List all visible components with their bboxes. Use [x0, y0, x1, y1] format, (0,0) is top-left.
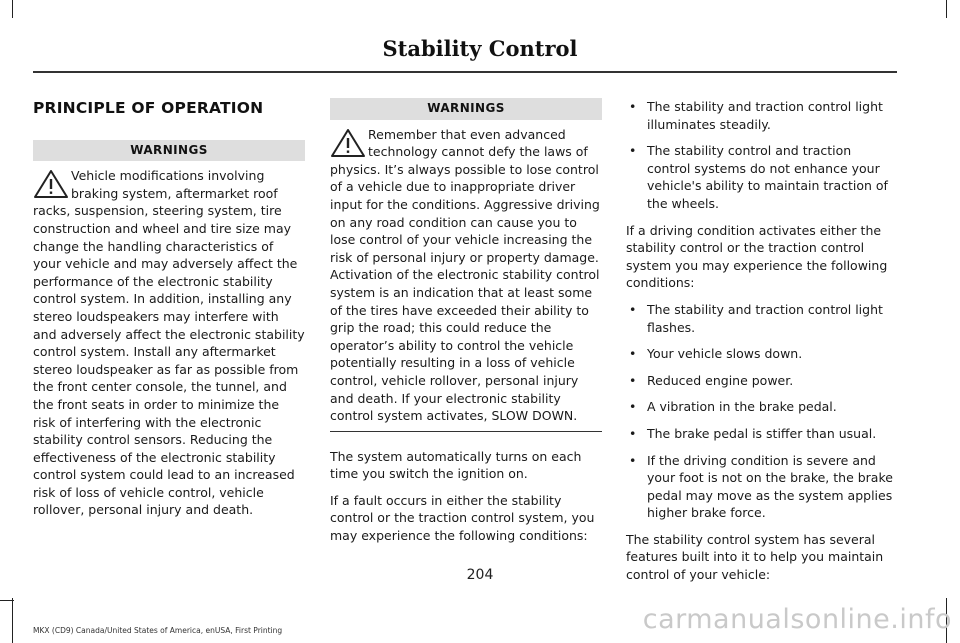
list-item: • The brake pedal is stiffer than usual. — [626, 425, 898, 443]
warning-box-left — [33, 140, 305, 525]
edition-footer: MKX (CD9) Canada/United States of America, enUSA, First Printing — [33, 626, 283, 635]
warning-body — [33, 167, 305, 519]
list-item: • The stability and traction control light illuminates steadily. — [626, 98, 898, 133]
bullet-list — [626, 301, 898, 522]
left-column — [33, 90, 305, 541]
crop-mark-bottom-left-h — [0, 600, 14, 601]
list-item: • A vibration in the brake pedal. — [626, 398, 898, 416]
page-number: 204 — [466, 567, 494, 583]
watermark: carmanualsonline.info — [642, 604, 952, 635]
paragraph: The system automatically turns on each time you switch the ignition on. — [330, 448, 582, 482]
crop-mark-top-left — [12, 0, 13, 18]
bullet-list — [626, 98, 898, 213]
list-item: • If the driving condition is severe and your foot is not on the brake, the brake pedal may move as the system applies higher brake force. — [626, 452, 898, 522]
section-heading: PRINCIPLE OF OPERATION — [33, 99, 264, 117]
header-rule — [33, 71, 897, 73]
list-item: • The stability control and traction control systems do not enhance your vehicle's ability to maintain traction of the wheels. — [626, 142, 898, 212]
warning-body — [330, 126, 602, 425]
list-item: • The stability and traction control light flashes. — [626, 301, 898, 336]
warning-text: Vehicle modifications involving braking system, aftermarket roof racks, suspension, steering system, tire construction and wheel and tire size may change the handling characteristics of your vehicle and may adversely affect the performance of the electronic stability control system. In addition, installing any stereo loudspeakers may interfere with and adversely affect the electronic stability control system. Install any aftermarket stereo loudspeaker as far as possible from the front center console, the tunnel, and the front seats in order to minimize the risk of interfering with the electronic stability control sensors. Reducing the effectiveness of the electronic stability control system could lead to an increased risk of loss of vehicle control, vehicle rollover, personal injury and death. — [33, 168, 305, 518]
paragraph: The stability control system has several features built into it to help you maintain control of your vehicle: — [626, 531, 884, 583]
crop-mark-top-right — [946, 0, 947, 18]
list-item: • Your vehicle slows down. — [626, 345, 898, 363]
right-column — [626, 98, 898, 593]
warning-box-middle — [330, 98, 602, 432]
warning-label: WARNINGS — [33, 140, 305, 162]
page-title: Stability Control — [382, 36, 578, 61]
warning-triangle-icon — [33, 169, 69, 199]
warning-triangle-icon — [330, 128, 366, 158]
list-item: • Reduced engine power. — [626, 372, 898, 390]
warning-text: Remember that even advanced technology cannot defy the laws of physics. It’s always possible to lose control of a vehicle due to inappropriate driver input for the conditions. Aggressive driving on any road condition can cause you to lose control of your vehicle increasing the risk of personal injury or property damage. Activation of the electronic stability control system is an indication that at least some of the tires have exceeded their ability to grip the road; this could reduce the operator’s ability to control the vehicle potentially resulting in a loss of vehicle control, vehicle rollover, personal injury and death. If your electronic stability control system activates, SLOW DOWN. — [330, 126, 600, 424]
middle-column — [330, 98, 602, 554]
paragraph: If a fault occurs in either the stability control or the traction control system, you may experience the following conditions: — [330, 492, 595, 544]
crop-mark-bottom-left — [12, 598, 13, 643]
warning-label: WARNINGS — [330, 98, 602, 120]
paragraph: If a driving condition activates either the stability control or the traction control system you may experience the following conditions: — [626, 222, 888, 291]
